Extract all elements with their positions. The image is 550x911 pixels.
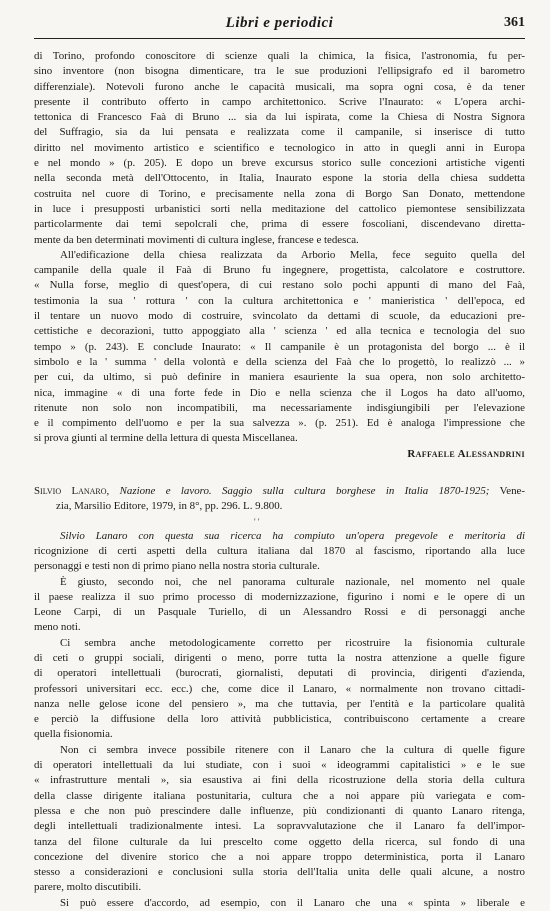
text-line: di Torino, profondo conoscitore di scienze quali la chimica, la fisica, l'astronomia, fu per- — [34, 50, 525, 62]
text-line: Ci sembra anche metodologicamente corretto per ricostruire la fisionomia culturale — [60, 636, 525, 649]
text-line: meno noti. — [34, 621, 81, 634]
running-title: Libri e periodici — [225, 15, 334, 31]
text-line: nanza nelle gelose icone del pensiero », ma che tuttavia, per l'entità e la particolare qualità — [34, 697, 525, 710]
stray-mark: ' ' — [254, 516, 260, 527]
text-line: differenziale). Notevoli furono anche le capacità musicali, ma sopra ogni cosa, è da tener — [34, 80, 525, 93]
text-line: si prova giunti al termine della lettura di questa Miscellanea. — [34, 432, 298, 445]
review-publication-details: zia, Marsilio Editore, 1979, in 8°, pp. 296. L. 9.800. — [56, 500, 283, 513]
text-line: nella seconda metà dell'Ottocento, in Italia, Inaurato espone la storia della chiesa suddetta — [34, 172, 525, 185]
text-line: plessa e che non può prescindere dalle influenze, più condizionanti di quanto Lanaro ritenga, — [34, 804, 525, 817]
text-line: tettonica di Francesco Faà di Bruno ... sia da lui ispirata, come la Chiesa di Nostra Signora — [34, 111, 525, 124]
text-line: diritto nel movimento artistico e scientifico e tecnologico in atto in quegli anni in Europa — [34, 141, 525, 154]
text-line: il tentare un nuovo modo di costruire, svincolato da dettami di scuole, da educazioni pre- — [34, 310, 525, 323]
text-line: parere, molto discutibili. — [34, 881, 142, 894]
text-line: per cui, da ultimo, si può definire in maniera esauriente la sua opera, non solo architetto- — [34, 371, 525, 384]
text-line: di operatori intellettuali da lui studiate, con i suoi « ideogrammi capitalistici » e le sue — [34, 759, 525, 772]
text-line: particolarmente dai temi sepolcrali che, prima di essere foscoliani, discendevano diretta- — [34, 218, 525, 231]
text-line: di ceti o gruppi sociali, dirigenti o meno, porre tutta la nostra attenzione a quelle figure — [34, 651, 525, 664]
text-line: della classe dirigente italiana postunitaria, cultura che a noi appare più variegata e com- — [34, 789, 525, 802]
text-line: professori universitari ecc. ecc.) che, come dice il Lanaro, « normalmente non trovano cittadi- — [34, 682, 525, 695]
review-author: Silvio Lanaro, — [34, 485, 110, 498]
text-line: ritenute non solo non incompatibili, ma necessariamente indisgiungibili per l'elevazione — [34, 401, 525, 414]
text-line: All'edificazione della chiesa realizzata da Arborio Mella, fece seguito quella del — [60, 248, 525, 261]
text-line: « Nulla forse, meglio di quest'opera, di cui restano solo pochi appunti di mano del Faà, — [34, 279, 525, 292]
review-heading — [34, 484, 525, 499]
review-book-title: Nazione e lavoro. Saggio sulla cultura borghese in Italia 1870-1925; — [119, 485, 490, 498]
text-line: presente il contributo offerto in campo architettonico. Scrive l'Inaurato: « L'opera archi- — [34, 95, 525, 108]
text-line: testimonia la sua ' rottura ' con la cultura architettonica e ' manieristica ' dell'epoca, ed — [34, 294, 525, 307]
text-line: concezione del divenire storico che a noi appare troppo deterministica, porta il Lanaro — [34, 850, 525, 863]
page-number: 361 — [504, 15, 525, 30]
text-line: stesso a considerazioni e conclusioni sulla storia dell'Italia unita delle quali alcune, a nostro — [34, 866, 525, 879]
text-line: nica, immagine « di una forte fede in Dio e nella scienza che il Logos ha dato all'uomo, — [34, 386, 525, 399]
text-line: costruita nel cuore di Torino, e precisamente nella zona di Borgo San Donato, mettendone — [34, 187, 525, 200]
text-line: Si può essere d'accordo, ad esempio, con il Lanaro che una « spinta » liberale e — [60, 896, 525, 909]
article-continuation — [34, 49, 525, 462]
text-line: cettistiche e decorazioni, tutto appoggiato alla ' scienza ' ed alla tecnica e tecnologia del suo — [34, 325, 525, 338]
page-header — [34, 14, 525, 39]
text-line: del Suffragio, sia da lui pensata e realizzata come il campanile, si inserisce di tutto — [34, 126, 525, 139]
text-line: Silvio Lanaro con questa sua ricerca ha compiuto un'opera pregevole e meritoria di — [60, 529, 525, 542]
text-line: degli intellettuali tradizionalmente intesi. La sopravvalutazione che il Lanaro fa dell'impor- — [34, 820, 525, 833]
text-line: sino inventore (non bisogna dimenticare, tra le sue produzioni l'ellipsigrafo ed il barometro — [34, 65, 525, 78]
text-line: simbolo e la ' summa ' della volontà e della scienza del Faà che lo progettò, lo realizzò ... » — [34, 355, 525, 368]
text-line: ricognizione di certi aspetti della cultura italiana dal 1870 al fascismo, riportando alla luce — [34, 544, 525, 557]
text-line: Non ci sembra invece possibile ritenere con il Lanaro che la cultura di quelle figure — [60, 743, 525, 756]
text-line: e perciò la diffusione della loro attività pubblicistica, contribuiscono certamente a creare — [34, 713, 525, 726]
section-gap — [34, 462, 525, 484]
reviewer-signature: Raffaele Alessandrini — [407, 447, 525, 460]
text-line: personaggi e testi non di primo piano nella nostra storia culturale. — [34, 560, 320, 573]
text-line: il paese realizza il suo primo processo di modernizzazione, figurino i nomi e le opere di un — [34, 590, 525, 603]
text-line: tempo » (p. 243). E conclude Inaurato: « Il campanile è un protagonista del borgo ... è il — [34, 340, 525, 353]
page-body — [34, 49, 525, 911]
text-line: quella fisionomia. — [34, 728, 113, 741]
text-line: mente da ben determinati movimenti di cultura inglese, francese e tedesca. — [34, 233, 359, 246]
text-line: di operatori intellettuali (burocrati, giornalisti, deputati di provincia, dirigenti d'azienda, — [34, 667, 525, 680]
text-line: tanza del filone culturale da lui prescelto come oggetto della ricerca, sul fondo di una — [34, 835, 525, 848]
review-publication: Vene- — [499, 485, 525, 498]
text-line: e nel mondo » (p. 205). E dopo un breve excursus storico sulle concezioni artistiche vigenti — [34, 157, 525, 170]
text-line: campanile della quale il Faà di Bruno fu ingegnere, progettista, calcolatore e costruttore. — [34, 264, 525, 277]
book-review — [34, 484, 525, 911]
text-line: « infrastrutture mentali », sia esaustiva ai fini della ricostruzione della storia della cultura — [34, 774, 525, 787]
text-line: in luce i presupposti urbanistici sorti nella meditazione del cattolico piemontese sensibilizzata — [34, 202, 525, 215]
text-line: Leone Carpi, di un Pasquale Turiello, di un Alessandro Rossi e di personaggi anche — [34, 606, 525, 619]
text-line: e il compimento dell'uomo e per la sua salvezza ». (p. 251). Ed è analoga l'impressione che — [34, 417, 525, 430]
text-line: È giusto, secondo noi, che nel panorama culturale nazionale, nel momento nel quale — [60, 575, 525, 588]
